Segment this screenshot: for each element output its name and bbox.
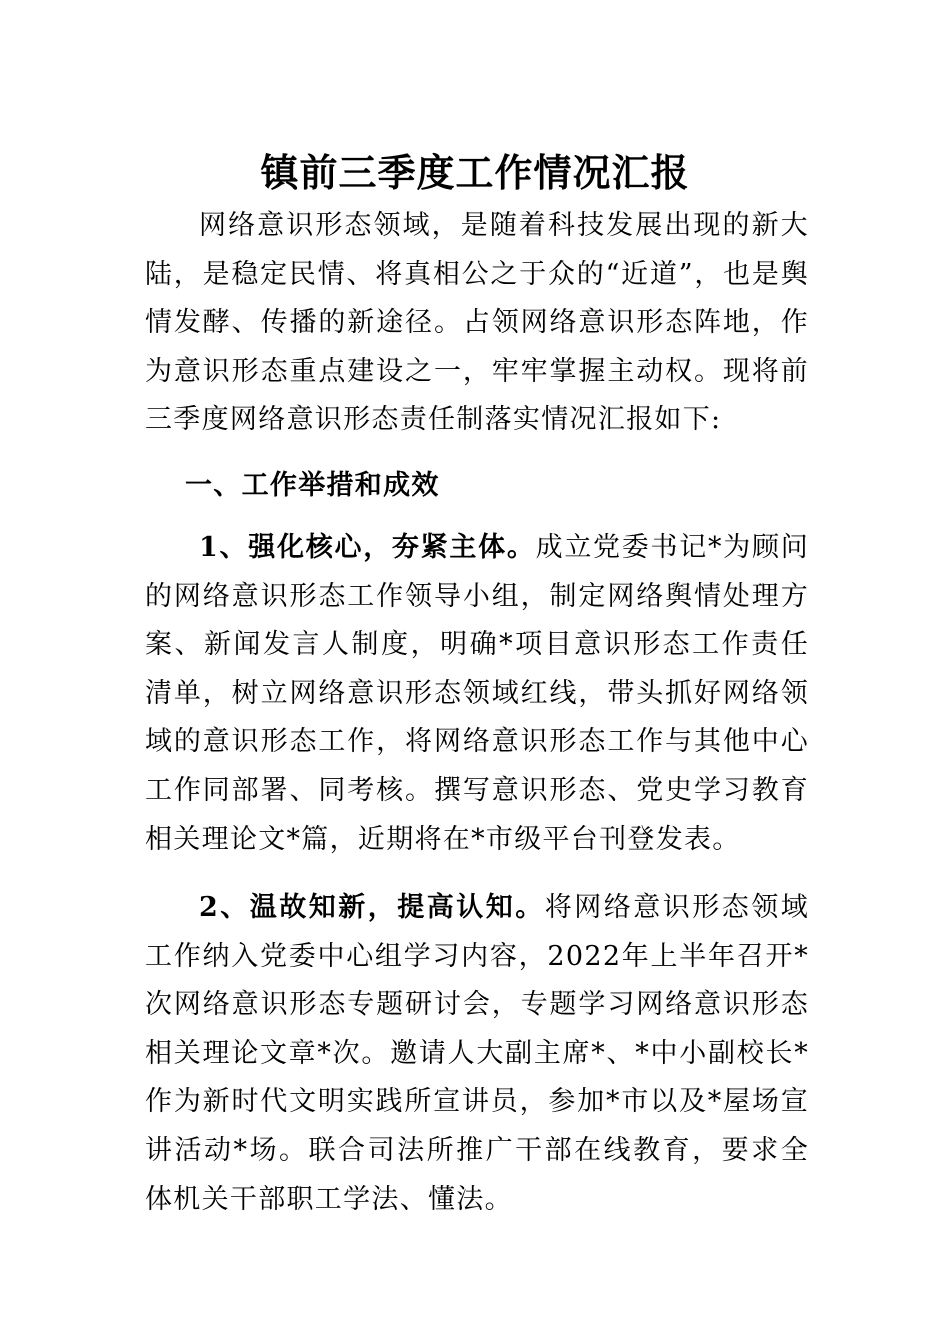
- item-text-2: 将网络意识形态领域工作纳入党委中心组学习内容，2022年上半年召开*次网络意识形态专题研讨会，专题学习网络意识形态相关理论文章*次。邀请人大副主席*、*中小副校长*作为新时代文明实践所宣讲员，参加*市以及*屋场宣讲活动*场。联合司法所推广干部在线教育，要求全体机关干部职工学法、懂法。: [145, 892, 809, 1215]
- item-lead-1: 1、强化核心，夯紧主体。: [199, 532, 536, 563]
- document-title: 镇前三季度工作情况汇报: [260, 150, 690, 196]
- item-paragraph-1: [145, 524, 809, 864]
- item-paragraph-2: [145, 884, 809, 1224]
- section-heading: 一、工作举措和成效: [185, 470, 440, 501]
- item-lead-2: 2、温故知新，提高认知。: [199, 892, 545, 923]
- item-text-1: 成立党委书记*为顾问的网络意识形态工作领导小组，制定网络舆情处理方案、新闻发言人制度，明确*项目意识形态工作责任清单，树立网络意识形态领域红线，带头抓好网络领域的意识形态工作，将网络意识形态工作与其他中心工作同部署、同考核。撰写意识形态、党史学习教育相关理论文*篇，近期将在*市级平台刊登发表。: [145, 532, 809, 855]
- intro-paragraph: 网络意识形态领域，是随着科技发展出现的新大陆，是稳定民情、将真相公之于众的“近道”，也是舆情发酵、传播的新途径。占领网络意识形态阵地，作为意识形态重点建设之一，牢牢掌握主动权。现将前三季度网络意识形态责任制落实情况汇报如下:: [145, 210, 809, 436]
